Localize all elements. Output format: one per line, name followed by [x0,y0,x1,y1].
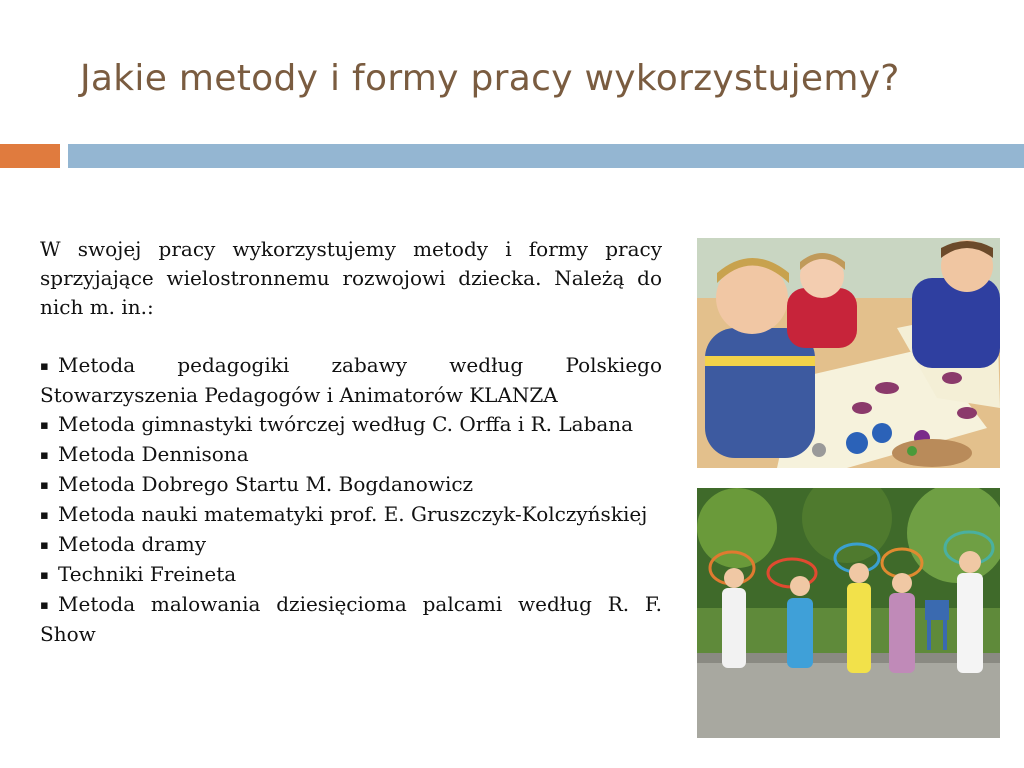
photo-children-painting [697,238,1000,468]
bullet-square-icon: ▪ [40,448,49,463]
bullet-square-icon: ▪ [40,418,49,433]
bullet-square-icon: ▪ [40,568,49,583]
list-item: ▪ Metoda pedagogiki zabawy według Polskiego Stowarzyszenia Pedagogów i Animatorów KLANZA [40,353,662,407]
bullet-square-icon: ▪ [40,538,49,553]
photo-children-hoops [697,488,1000,738]
list-item: ▪ Techniki Freineta [40,560,662,590]
list-item: ▪ Metoda dramy [40,530,662,560]
list-item: ▪ Metoda gimnastyki twórczej według C. Orffa i R. Labana [40,410,662,440]
list-item: ▪ Metoda Dobrego Startu M. Bogdanowicz [40,470,662,500]
bullet-square-icon: ▪ [40,478,49,493]
list-item: ▪ Metoda malowania dziesięcioma palcami według R. F. Show [40,592,662,646]
methods-list [40,351,662,649]
content-text [40,235,662,649]
list-item: ▪ Metoda Dennisona [40,440,662,470]
intro-paragraph: W swojej pracy wykorzystujemy metody i formy pracy sprzyjające wielostronnemu rozwojowi dziecka. Należą do nich m. in.: [40,237,662,319]
slide-title: Jakie metody i formy pracy wykorzystujemy? [80,58,900,99]
list-item: ▪ Metoda nauki matematyki prof. E. Gruszczyk-Kolczyńskiej [40,500,662,530]
bullet-square-icon: ▪ [40,508,49,523]
bullet-square-icon: ▪ [40,598,49,613]
bullet-square-icon: ▪ [40,359,49,374]
accent-bar-orange [0,144,60,168]
accent-bar-blue [68,144,1024,168]
